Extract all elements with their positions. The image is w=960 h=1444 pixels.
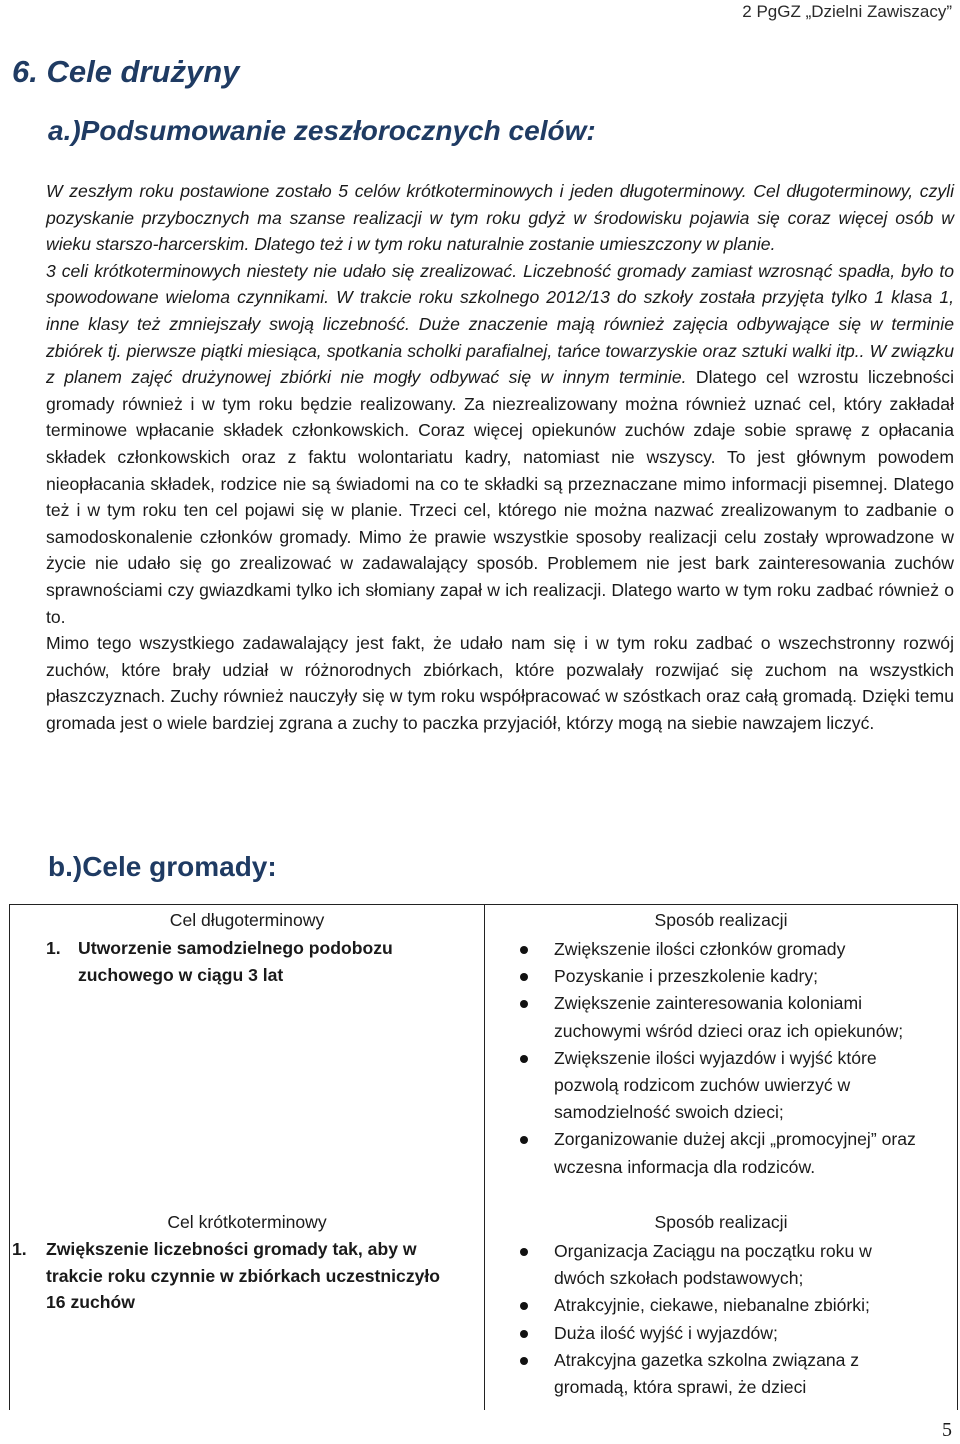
- short-term-methods-list: [507, 1238, 927, 1401]
- list-item: Atrakcyjnie, ciekawe, niebanalne zbiórki;: [507, 1292, 927, 1319]
- goal-text: Utworzenie samodzielnego podobozu zuchowego w ciągu 3 lat: [78, 938, 393, 985]
- goals-table: [9, 904, 958, 1410]
- page-number: 5: [942, 1419, 952, 1441]
- bullet-icon: [520, 946, 528, 954]
- list-item: Zwiększenie ilości członków gromady: [507, 936, 927, 963]
- short-term-method-header: Sposób realizacji: [654, 1212, 788, 1232]
- bullet-icon: [520, 1248, 528, 1256]
- bullet-icon: [520, 1055, 528, 1063]
- long-term-goal: [46, 935, 426, 988]
- bullet-icon: [520, 1357, 528, 1365]
- bullet-icon: [520, 1000, 528, 1008]
- list-item: Duża ilość wyjść i wyjazdów;: [507, 1320, 927, 1347]
- short-term-goal-header: Cel krótkoterminowy: [167, 1212, 327, 1232]
- bullet-icon: [520, 1136, 528, 1144]
- paragraph-2: [46, 258, 954, 630]
- bullet-icon: [520, 1330, 528, 1338]
- list-item: Pozyskanie i przeszkolenie kadry;: [507, 963, 927, 990]
- list-item: Zorganizowanie dużej akcji „promocyjnej” oraz wczesna informacja dla rodziców.: [507, 1126, 927, 1180]
- goal-number: 1.: [12, 1239, 27, 1259]
- column-divider: [484, 905, 485, 1410]
- subsection-a-title: a.)Podsumowanie zeszłorocznych celów:: [48, 115, 596, 146]
- long-term-methods-list: [507, 936, 927, 1181]
- goal-number: 1.: [46, 938, 61, 958]
- running-header: 2 PgGZ „Dzielni Zawiszacy”: [742, 2, 952, 21]
- list-item: Zwiększenie ilości wyjazdów i wyjść które pozwolą rodzicom zuchów uwierzyć w samodzielność swoich dzieci;: [507, 1045, 927, 1127]
- goal-text: Zwiększenie liczebności gromady tak, aby w trakcie roku czynnie w zbiórkach uczestniczyło 16 zuchów: [46, 1239, 441, 1313]
- paragraph-1: W zeszłym roku postawione zostało 5 celów krótkoterminowych i jeden długoterminowy. Cel długoterminowy, czyli pozyskanie przybocznych ma szanse realizacji w tym roku gdyż w środowisku pojawia się coraz więcej osób w wieku starszo-harcerskim. Dlatego też i w tym roku naturalnie zostanie umieszczony w planie.: [46, 181, 954, 255]
- long-term-goal-header: Cel długoterminowy: [169, 910, 325, 930]
- summary-body: [46, 178, 954, 736]
- section-title: 6. Cele drużyny: [12, 54, 240, 89]
- list-item: Zwiększenie zainteresowania koloniami zuchowymi wśród dzieci oraz ich opiekunów;: [507, 990, 927, 1044]
- paragraph-2-rest: Dlatego cel wzrostu liczebności gromady również i w tym roku będzie realizowany. Za niezrealizowany można również uznać cel, który zakładał terminowe wpłacanie składek członkowskich. Coraz więcej opiekunów zuchów zdaje sobie sprawę z opłacania składek członkowskich oraz z faktu wolontariatu kadry, natomiast nie wszyscy. To jest głównym powodem nieopłacania składek, rodzice nie są świadomi na co te składki są przeznaczane mimo informacji pisemnej. Dlatego też i w tym roku ten cel pojawi się w planie. Trzeci cel, którego nie można nazwać zrealizowanym to zadbanie o samodoskonalenie członków gromady. Mimo że prawie wszystkie sposoby realizacji celu zostały wprowadzone w życie nie udało się go zrealizować w zadawalający sposób. Problemem nie jest bark zainteresowania zuchów sprawnościami czy gwiazdkami tylko ich słomiany zapał w ich realizacji. Dlatego warto w tym roku zadbać również o to.: [46, 367, 954, 627]
- bullet-icon: [520, 1302, 528, 1310]
- short-term-goal: [12, 1236, 462, 1316]
- subsection-b-title: b.)Cele gromady:: [48, 851, 277, 882]
- list-item: Atrakcyjna gazetka szkolna związana z gromadą, która sprawi, że dzieci: [507, 1347, 927, 1401]
- paragraph-3: Mimo tego wszystkiego zadawalający jest fakt, że udało nam się i w tym roku zadbać o wszechstronny rozwój zuchów, które brały udział w różnorodnych zbiórkach, które pozwalały rozwijać się zuchom na wszystkich płaszczyznach. Zuchy również nauczyły się w tym roku współpracować w szóstkach oraz całą gromadą. Dzięki temu gromada jest o wiele bardziej zgrana a zuchy to paczka przyjaciół, którzy mogą na siebie nawzajem liczyć.: [46, 633, 954, 733]
- list-item: Organizacja Zaciągu na początku roku w dwóch szkołach podstawowych;: [507, 1238, 927, 1292]
- paragraph-2-italic: 3 celi krótkoterminowych niestety nie udało się zrealizować. Liczebność gromady zamiast wzrosnąć spadła, było to spowodowane wieloma czynnikami. W trakcie roku szkolnego 2012/13 do szkoły została przyjęta tylko 1 klasa 1, inne klasy też zmniejszały swoją liczebność. Duże znaczenie mają również zajęcia odbywające się w terminie zbiórek tj. pierwsze piątki miesiąca, spotkania scholki parafialnej, tańce towarzyskie oraz sztuki walki itp.. W związku z planem zajęć drużynowej zbiórki nie mogły odbywać się w innym terminie.: [46, 260, 954, 388]
- long-term-method-header: Sposób realizacji: [654, 910, 788, 930]
- bullet-icon: [520, 973, 528, 981]
